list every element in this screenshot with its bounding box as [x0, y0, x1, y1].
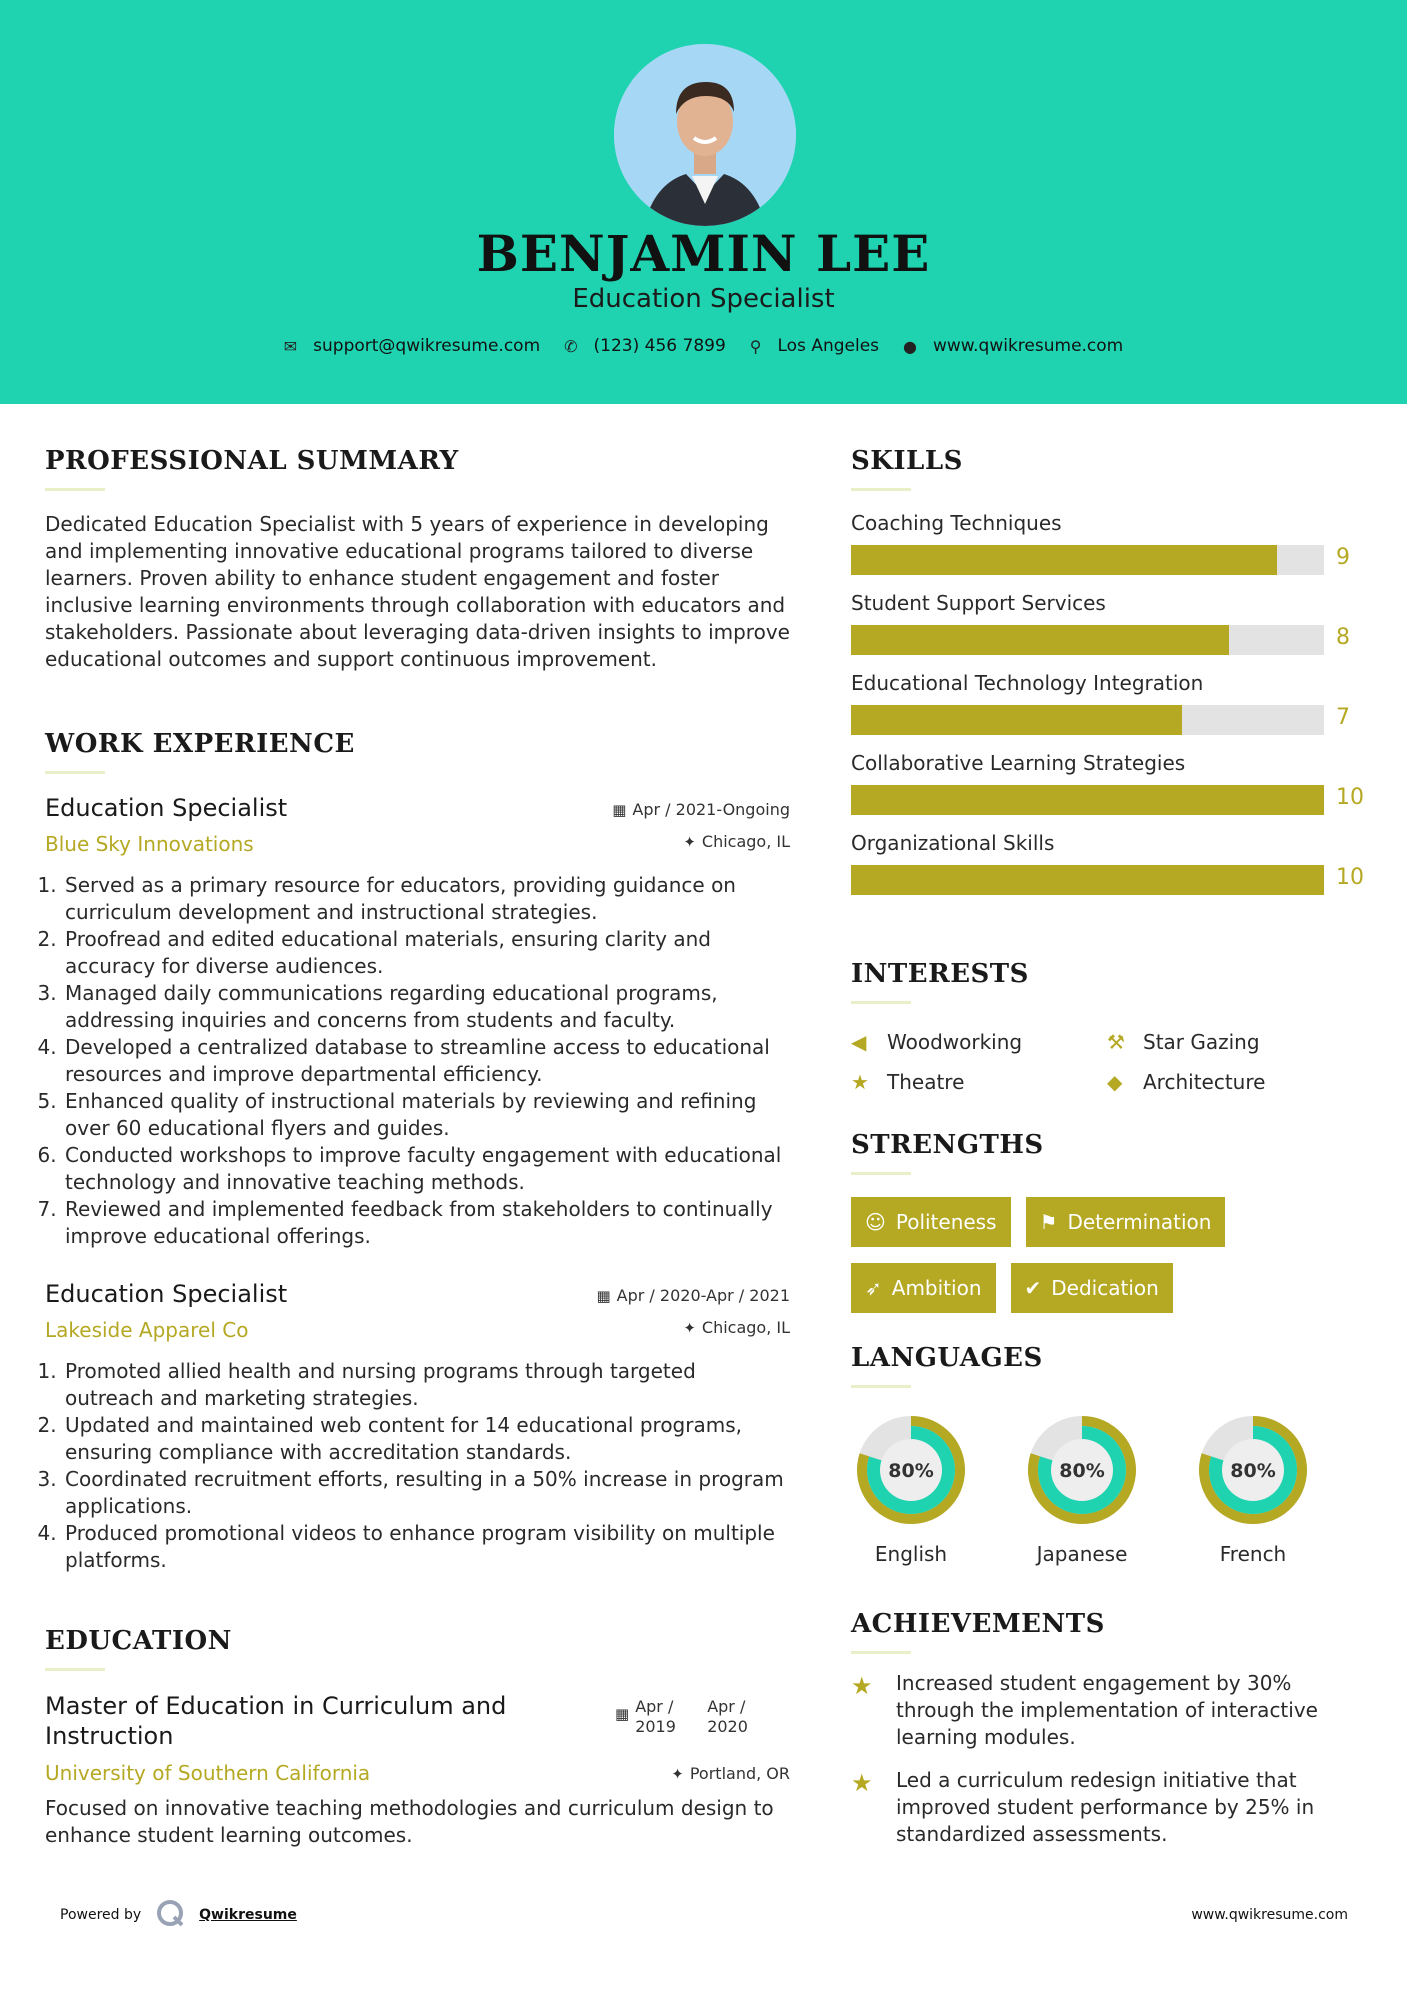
achievements-underline	[851, 1651, 911, 1654]
skill-bar	[851, 865, 1371, 895]
summary-text: Dedicated Education Specialist with 5 years of experience in developing and implementing innovative educational programs tailored to diverse learners. Proven ability to enhance student engagement and foster inclusive learning environments through collaboration with educators and stakeholders. Passionate about leveraging data-driven insights to improve educational outcomes and support continuous improvement.	[45, 512, 790, 671]
contact-email[interactable]	[284, 336, 540, 356]
skill-item	[851, 751, 1371, 815]
education-description: Focused on innovative teaching methodologies and curriculum design to enhance student learning outcomes.	[45, 1796, 774, 1847]
job-company: Blue Sky Innovations	[45, 832, 254, 856]
list-item: 6. Conducted workshops to improve faculty engagement with educational technology and innovative teaching methods.	[63, 1142, 790, 1196]
job-duties	[45, 1358, 790, 1574]
language-name: Japanese	[1036, 1542, 1128, 1566]
job-date	[612, 800, 790, 819]
list-item: 4. Produced promotional videos to enhance program visibility on multiple platforms.	[63, 1520, 790, 1574]
flag-icon: ⚑	[1039, 1210, 1058, 1234]
language-item	[851, 1410, 1022, 1566]
list-item: 3. Coordinated recruitment efforts, resulting in a 50% increase in program applications.	[63, 1466, 790, 1520]
list-item: 4. Developed a centralized database to streamline access to educational resources and improve departmental efficiency.	[63, 1034, 790, 1088]
job-duties	[45, 872, 790, 1250]
shooting-star-icon: ★	[851, 1672, 873, 1700]
achievements-list	[851, 1670, 1371, 1848]
language-name: English	[874, 1542, 948, 1566]
language-name: French	[1219, 1542, 1287, 1566]
contact-phone-text: (123) 456 7899	[593, 336, 726, 356]
education-location-text: Portland, OR	[689, 1763, 790, 1783]
achievement-text: Led a curriculum redesign initiative that improved student performance by 25% in standardized assessments.	[896, 1768, 1315, 1846]
education-school-row	[45, 1761, 790, 1785]
strength-label: Ambition	[891, 1276, 982, 1300]
language-percent: 80%	[1059, 1460, 1105, 1482]
experience-section	[45, 729, 790, 1574]
interests-section	[851, 959, 1371, 1094]
skill-label: Organizational Skills	[851, 831, 1055, 855]
list-item: 1. Promoted allied health and nursing programs through targeted outreach and marketing strategies.	[63, 1358, 790, 1412]
skill-value: 9	[1336, 545, 1350, 570]
envelope-icon: ✉	[283, 336, 298, 356]
list-item: 2. Updated and maintained web content for 14 educational programs, ensuring compliance with accreditation standards.	[63, 1412, 790, 1466]
language-item	[1193, 1410, 1364, 1566]
experience-heading: WORK EXPERIENCE	[45, 729, 355, 759]
language-ring	[851, 1410, 971, 1530]
skill-bar	[851, 705, 1371, 735]
interest-item	[851, 1070, 1107, 1094]
list-item: 1. Served as a primary resource for educators, providing guidance on curriculum development and instructional strategies.	[63, 872, 790, 926]
interests-heading: INTERESTS	[851, 959, 1029, 989]
qwikresume-link[interactable]: Qwikresume	[199, 1907, 297, 1923]
skill-value: 10	[1336, 785, 1364, 810]
degree-title: Master of Education in Curriculum and Instruction	[45, 1692, 507, 1750]
skill-fill	[851, 625, 1229, 655]
skill-label: Collaborative Learning Strategies	[851, 751, 1186, 775]
education-date-end: Apr / 2020	[707, 1697, 748, 1736]
education-location	[671, 1764, 790, 1783]
resume-header	[0, 0, 1407, 404]
qwikresume-logo-icon	[155, 1898, 185, 1932]
skill-track	[851, 625, 1324, 655]
achievements-heading: ACHIEVEMENTS	[851, 1609, 1105, 1639]
powered-by-label: Powered by	[60, 1907, 142, 1923]
strengths-underline	[851, 1172, 911, 1175]
strength-label: Dedication	[1051, 1276, 1159, 1300]
pin-icon: ✦	[671, 1764, 684, 1783]
calendar-icon: ▦	[596, 1287, 611, 1305]
skill-fill	[851, 545, 1277, 575]
skill-track	[851, 545, 1324, 575]
language-ring	[1193, 1410, 1313, 1530]
interest-label: Star Gazing	[1143, 1030, 1260, 1054]
skill-item	[851, 671, 1371, 735]
language-item	[1022, 1410, 1193, 1566]
skill-fill	[851, 705, 1182, 735]
candidate-title: Education Specialist	[572, 284, 835, 314]
shooting-star-icon: ★	[851, 1769, 873, 1797]
strength-badge	[1026, 1197, 1226, 1247]
language-percent: 80%	[1230, 1460, 1276, 1482]
check-circle-icon: ✔	[1024, 1276, 1042, 1300]
strength-badge	[851, 1263, 996, 1313]
skill-label: Student Support Services	[851, 591, 1106, 615]
interests-list	[851, 1030, 1371, 1094]
job-location-text: Chicago, IL	[701, 1318, 790, 1337]
interest-item	[851, 1030, 1107, 1054]
contact-phone[interactable]	[564, 336, 726, 356]
skills-list	[851, 511, 1371, 895]
list-item: 3. Managed daily communications regarding educational programs, addressing inquiries and concerns from students and faculty.	[63, 980, 790, 1034]
interest-label: Theatre	[887, 1070, 965, 1094]
skill-bar	[851, 545, 1371, 575]
candidate-name: BENJAMIN LEE	[476, 224, 931, 283]
job-company: Lakeside Apparel Co	[45, 1318, 249, 1342]
languages-list	[851, 1410, 1371, 1566]
map-pin-icon: ⚲	[749, 336, 762, 356]
interest-label: Woodworking	[887, 1030, 1023, 1054]
job-title: Education Specialist	[45, 794, 288, 822]
job-date	[596, 1286, 790, 1305]
experience-underline	[45, 771, 105, 774]
skill-bar	[851, 785, 1371, 815]
education-section	[45, 1626, 790, 1849]
skill-track	[851, 865, 1324, 895]
avatar	[614, 44, 796, 226]
skill-label: Educational Technology Integration	[851, 671, 1204, 695]
gavel-icon: ⚒	[1107, 1030, 1125, 1054]
achievements-section	[851, 1609, 1371, 1848]
list-item: 2. Proofread and edited educational materials, ensuring clarity and accuracy for diverse audiences.	[63, 926, 790, 980]
contact-email-text: support@qwikresume.com	[313, 336, 541, 356]
megaphone-icon: ◀	[851, 1030, 867, 1054]
job-title: Education Specialist	[45, 1280, 288, 1308]
skill-bar	[851, 625, 1371, 655]
footer-url[interactable]: www.qwikresume.com	[1191, 1907, 1348, 1923]
education-date-start: Apr / 2019	[635, 1697, 676, 1736]
star-icon: ★	[851, 1070, 869, 1094]
interest-label: Architecture	[1143, 1070, 1266, 1094]
skills-underline	[851, 488, 911, 491]
strengths-section	[851, 1130, 1371, 1313]
language-percent: 80%	[888, 1460, 934, 1482]
education-date	[615, 1697, 767, 1737]
interest-item	[1107, 1030, 1363, 1054]
skill-item	[851, 511, 1371, 575]
summary-heading: PROFESSIONAL SUMMARY	[45, 446, 459, 476]
skill-track	[851, 705, 1324, 735]
smile-icon: ☺	[865, 1210, 886, 1234]
contact-location	[750, 336, 879, 356]
strength-label: Politeness	[895, 1210, 997, 1234]
achievement-text: Increased student engagement by 30% through the implementation of interactive learning modules.	[896, 1671, 1318, 1749]
avatar-portrait	[614, 44, 796, 226]
summary-underline	[45, 488, 105, 491]
calendar-icon: ▦	[615, 1705, 630, 1723]
skill-fill	[851, 865, 1324, 895]
strengths-heading: STRENGTHS	[851, 1130, 1044, 1160]
ticket-icon: ◆	[1107, 1070, 1123, 1094]
language-ring	[1022, 1410, 1142, 1530]
summary-section	[45, 446, 790, 673]
languages-section	[851, 1343, 1371, 1566]
languages-heading: LANGUAGES	[851, 1343, 1043, 1373]
strength-label: Determination	[1067, 1210, 1212, 1234]
interest-item	[1107, 1070, 1363, 1094]
job-location	[683, 832, 790, 851]
school-name: University of Southern California	[45, 1761, 371, 1785]
calendar-icon: ▦	[612, 801, 627, 819]
pin-icon: ✦	[683, 833, 696, 851]
job-entry-2	[45, 1280, 790, 1574]
contact-bar	[0, 336, 1407, 356]
footer-powered-by	[60, 1898, 297, 1932]
education-underline	[45, 1668, 105, 1671]
skills-section	[851, 446, 1371, 895]
skill-value: 7	[1336, 705, 1350, 730]
skill-value: 10	[1336, 865, 1364, 890]
skill-item	[851, 831, 1371, 895]
list-item: 5. Enhanced quality of instructional materials by reviewing and refining over 60 educational flyers and guides.	[63, 1088, 790, 1142]
strength-badge	[1011, 1263, 1173, 1313]
job-date-text: Apr / 2020-Apr / 2021	[616, 1286, 790, 1305]
strengths-list	[851, 1197, 1271, 1313]
job-location	[683, 1318, 790, 1337]
achievement-item	[851, 1767, 1371, 1848]
job-location-text: Chicago, IL	[701, 832, 790, 851]
skills-heading: SKILLS	[851, 446, 963, 476]
contact-website[interactable]	[903, 336, 1123, 356]
skill-value: 8	[1336, 625, 1350, 650]
interests-underline	[851, 1001, 911, 1004]
skill-fill	[851, 785, 1324, 815]
languages-underline	[851, 1385, 911, 1388]
strength-badge	[851, 1197, 1011, 1247]
skill-label: Coaching Techniques	[851, 511, 1062, 535]
rocket-icon: ➶	[865, 1276, 882, 1300]
list-item: 7. Reviewed and implemented feedback from stakeholders to continually improve educational offerings.	[63, 1196, 790, 1250]
pin-icon: ✦	[683, 1319, 696, 1337]
job-date-text: Apr / 2021-Ongoing	[632, 800, 790, 819]
achievement-item	[851, 1670, 1371, 1751]
contact-location-text: Los Angeles	[777, 336, 880, 356]
contact-website-text: www.qwikresume.com	[932, 336, 1124, 356]
globe-icon: ●	[903, 336, 917, 356]
education-heading: EDUCATION	[45, 1626, 232, 1656]
education-entry	[45, 1691, 790, 1849]
phone-icon: ✆	[564, 336, 578, 356]
skill-track	[851, 785, 1324, 815]
skill-item	[851, 591, 1371, 655]
job-entry-1	[45, 794, 790, 1250]
